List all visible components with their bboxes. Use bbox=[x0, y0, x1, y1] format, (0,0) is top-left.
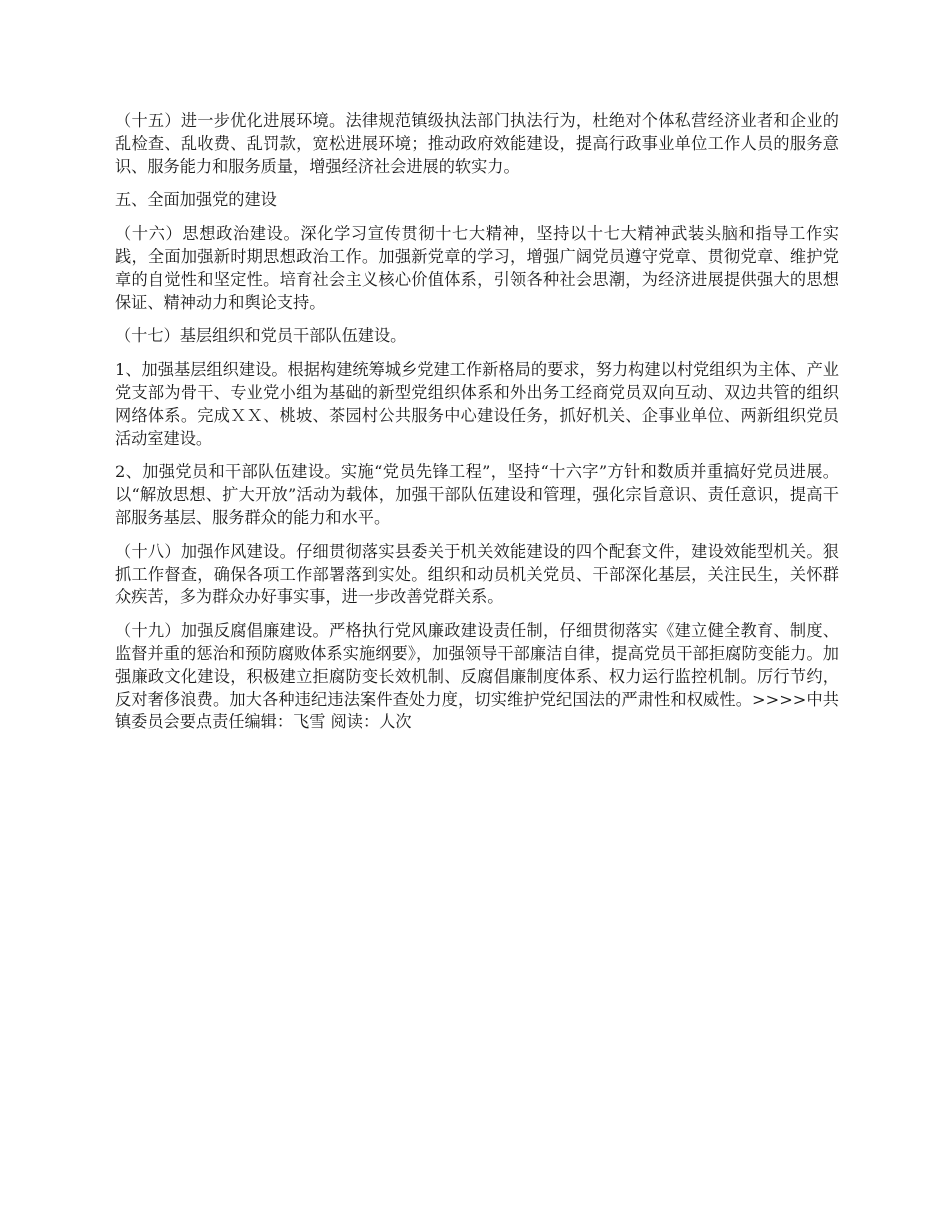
document-body bbox=[115, 110, 839, 745]
paragraph-item-2: 2、加强党员和干部队伍建设。实施“党员先锋工程”，坚持“十六字”方针和数质并重搞好党员进展。以“解放思想、扩大开放”活动为载体，加强干部队伍建设和管理，强化宗旨意识、责任意识，提高干部服务基层、服务群众的能力和水平。 bbox=[115, 462, 839, 527]
paragraph-section-19: （十九）加强反腐倡廉建设。严格执行党风廉政建设责任制，仔细贯彻落实《建立健全教育、制度、监督并重的惩治和预防腐败体系实施纲要》，加强领导干部廉洁自律，提高党员干部拒腐防变能力。加强廉政文化建设，积极建立拒腐防变长效机制、反腐倡廉制度体系、权力运行监控机制。厉行节约，反对奢侈浪费。加大各种违纪违法案件查处力度，切实维护党纪国法的严肃性和权威性。>>>>中共镇委员会要点责任编辑：飞雪 阅读：人次 bbox=[115, 621, 839, 732]
paragraph-section-18: （十八）加强作风建设。仔细贯彻落实县委关于机关效能建设的四个配套文件，建设效能型机关。狠抓工作督查，确保各项工作部署落到实处。组织和动员机关党员、干部深化基层，关注民生，关怀群众疾苦，多为群众办好事实事，进一步改善党群关系。 bbox=[115, 541, 839, 607]
heading-party-building: 五、全面加强党的建设 bbox=[115, 190, 277, 210]
paragraph-section-17: （十七）基层组织和党员干部队伍建设。 bbox=[115, 326, 407, 346]
paragraph-item-1: 1、加强基层组织建设。根据构建统筹城乡党建工作新格局的要求，努力构建以村党组织为主体、产业党支部为骨干、专业党小组为基础的新型党组织体系和外出务工经商党员双向互动、双边共管的组织网络体系。完成ＸＸ、桃坡、茶园村公共服务中心建设任务，抓好机关、企事业单位、两新组织党员活动室建设。 bbox=[115, 360, 839, 448]
paragraph-section-16: （十六）思想政治建设。深化学习宣传贯彻十七大精神，坚持以十七大精神武装头脑和指导工作实践，全面加强新时期思想政治工作。加强新党章的学习，增强广阔党员遵守党章、贯彻党章、维护党章的自觉性和坚定性。培育社会主义核心价值体系，引领各种社会思潮，为经济进展提供强大的思想保证、精神动力和舆论支持。 bbox=[115, 224, 839, 312]
paragraph-section-15: （十五）进一步优化进展环境。法律规范镇级执法部门执法行为，杜绝对个体私营经济业者和企业的乱检查、乱收费、乱罚款，宽松进展环境；推动政府效能建设，提高行政事业单位工作人员的服务意识、服务能力和服务质量，增强经济社会进展的软实力。 bbox=[115, 111, 839, 176]
